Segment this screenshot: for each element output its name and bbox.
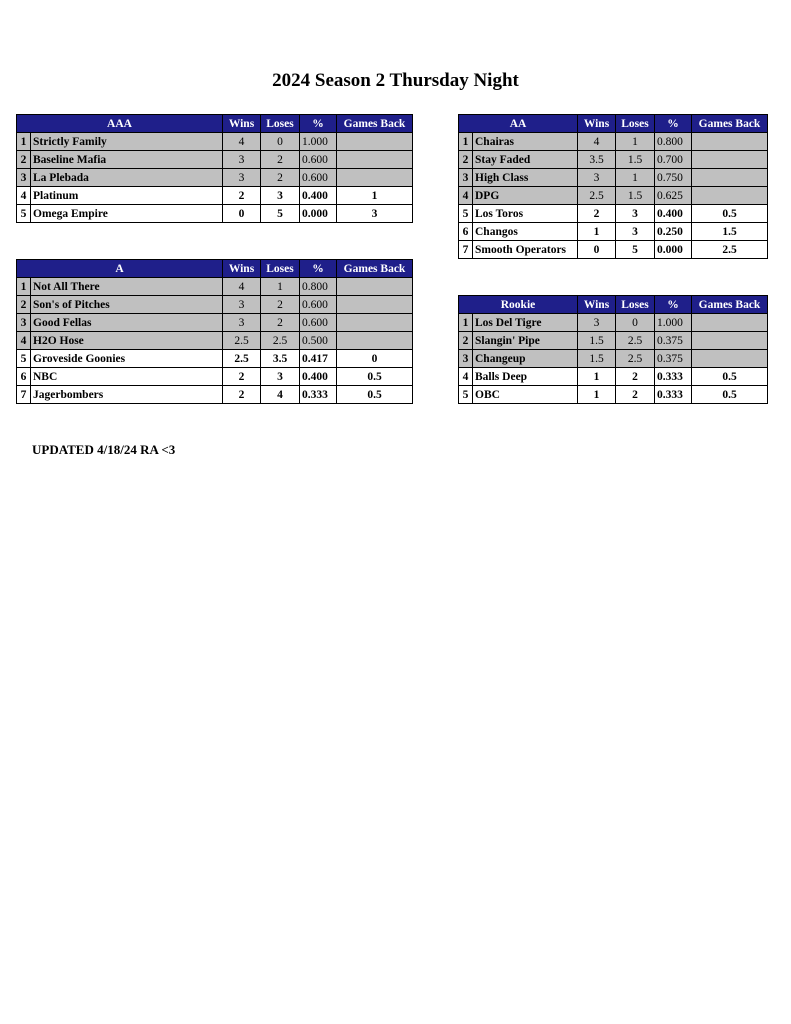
team-name-cell: Strictly Family: [31, 133, 223, 151]
games-back-cell: [692, 133, 768, 151]
rank-cell: 6: [459, 223, 473, 241]
rank-cell: 4: [459, 368, 473, 386]
rank-cell: 6: [17, 368, 31, 386]
wins-cell: 3: [223, 151, 261, 169]
loses-cell: 5: [261, 205, 300, 223]
wins-header: Wins: [223, 260, 261, 278]
pct-cell: 0.000: [655, 241, 692, 259]
wins-cell: 4: [223, 133, 261, 151]
pct-header: %: [655, 115, 692, 133]
standings-table-aa: [458, 114, 768, 259]
wins-cell: 0: [223, 205, 261, 223]
games-back-cell: [337, 133, 413, 151]
games-back-cell: [692, 187, 768, 205]
wins-cell: 0: [578, 241, 616, 259]
pct-cell: 0.333: [300, 386, 337, 404]
loses-header: Loses: [616, 115, 655, 133]
rank-cell: 3: [459, 169, 473, 187]
loses-cell: 1.5: [616, 187, 655, 205]
loses-cell: 2.5: [261, 332, 300, 350]
loses-cell: 1.5: [616, 151, 655, 169]
table-row: [459, 314, 768, 332]
team-name-cell: Son's of Pitches: [31, 296, 223, 314]
table-row: [17, 350, 413, 368]
loses-cell: 0: [616, 314, 655, 332]
loses-cell: 3: [261, 187, 300, 205]
wins-cell: 1: [578, 223, 616, 241]
rank-cell: 5: [459, 205, 473, 223]
games-back-cell: [692, 151, 768, 169]
team-name-cell: NBC: [31, 368, 223, 386]
pct-cell: 0.600: [300, 296, 337, 314]
team-name-cell: Changos: [473, 223, 578, 241]
rank-cell: 4: [17, 187, 31, 205]
pct-header: %: [300, 260, 337, 278]
loses-cell: 2.5: [616, 350, 655, 368]
table-row: [17, 205, 413, 223]
division-name: Rookie: [459, 296, 578, 314]
wins-cell: 3.5: [578, 151, 616, 169]
pct-cell: 0.625: [655, 187, 692, 205]
wins-cell: 2: [223, 187, 261, 205]
table-row: [459, 350, 768, 368]
rank-cell: 1: [17, 278, 31, 296]
table-row: [17, 332, 413, 350]
rank-cell: 1: [459, 314, 473, 332]
team-name-cell: DPG: [473, 187, 578, 205]
rank-cell: 5: [17, 205, 31, 223]
games-back-cell: 0.5: [337, 368, 413, 386]
wins-cell: 3: [223, 314, 261, 332]
division-name: A: [17, 260, 223, 278]
team-name-cell: Not All There: [31, 278, 223, 296]
rank-cell: 2: [17, 151, 31, 169]
wins-header: Wins: [223, 115, 261, 133]
table-row: [17, 187, 413, 205]
wins-cell: 4: [223, 278, 261, 296]
games-back-cell: [337, 332, 413, 350]
loses-cell: 3: [261, 368, 300, 386]
games-back-cell: [692, 332, 768, 350]
wins-cell: 3: [223, 169, 261, 187]
team-name-cell: Balls Deep: [473, 368, 578, 386]
games-back-cell: [337, 151, 413, 169]
rank-cell: 2: [459, 151, 473, 169]
table-row: [459, 223, 768, 241]
games-back-cell: [337, 314, 413, 332]
wins-cell: 2: [223, 386, 261, 404]
wins-cell: 2: [578, 205, 616, 223]
loses-header: Loses: [616, 296, 655, 314]
loses-cell: 2.5: [616, 332, 655, 350]
loses-cell: 1: [616, 133, 655, 151]
games-back-cell: [337, 278, 413, 296]
pct-cell: 0.250: [655, 223, 692, 241]
table-row: [17, 314, 413, 332]
pct-header: %: [655, 296, 692, 314]
rank-cell: 3: [17, 169, 31, 187]
loses-cell: 2: [261, 296, 300, 314]
table-row: [17, 133, 413, 151]
rank-cell: 7: [17, 386, 31, 404]
wins-cell: 3: [578, 314, 616, 332]
team-name-cell: H2O Hose: [31, 332, 223, 350]
team-name-cell: Los Del Tigre: [473, 314, 578, 332]
wins-cell: 1: [578, 368, 616, 386]
table-row: [17, 368, 413, 386]
rank-cell: 4: [459, 187, 473, 205]
table-header-row: [17, 260, 413, 278]
team-name-cell: Chairas: [473, 133, 578, 151]
wins-cell: 2: [223, 368, 261, 386]
pct-cell: 0.800: [655, 133, 692, 151]
games-back-cell: 3: [337, 205, 413, 223]
team-name-cell: Groveside Goonies: [31, 350, 223, 368]
wins-header: Wins: [578, 296, 616, 314]
loses-cell: 3: [616, 205, 655, 223]
table-row: [459, 205, 768, 223]
games-back-cell: [337, 169, 413, 187]
games-back-cell: [692, 169, 768, 187]
division-name: AAA: [17, 115, 223, 133]
pct-header: %: [300, 115, 337, 133]
team-name-cell: Omega Empire: [31, 205, 223, 223]
loses-header: Loses: [261, 115, 300, 133]
pct-cell: 0.600: [300, 169, 337, 187]
games-back-cell: 0.5: [692, 205, 768, 223]
team-name-cell: Baseline Mafia: [31, 151, 223, 169]
wins-cell: 1: [578, 386, 616, 404]
pct-cell: 0.375: [655, 350, 692, 368]
loses-cell: 1: [616, 169, 655, 187]
page-title: 2024 Season 2 Thursday Night: [272, 70, 519, 91]
pct-cell: 0.600: [300, 151, 337, 169]
team-name-cell: Stay Faded: [473, 151, 578, 169]
pct-cell: 0.600: [300, 314, 337, 332]
table-row: [17, 278, 413, 296]
pct-cell: 0.333: [655, 368, 692, 386]
pct-cell: 0.417: [300, 350, 337, 368]
team-name-cell: Good Fellas: [31, 314, 223, 332]
table-row: [459, 133, 768, 151]
loses-cell: 2: [261, 314, 300, 332]
pct-cell: 0.500: [300, 332, 337, 350]
table-row: [459, 169, 768, 187]
pct-cell: 0.000: [300, 205, 337, 223]
rank-cell: 1: [17, 133, 31, 151]
team-name-cell: La Plebada: [31, 169, 223, 187]
games-back-header: Games Back: [337, 260, 413, 278]
loses-cell: 3: [616, 223, 655, 241]
wins-cell: 2.5: [223, 332, 261, 350]
rank-cell: 1: [459, 133, 473, 151]
loses-cell: 4: [261, 386, 300, 404]
wins-cell: 3: [578, 169, 616, 187]
team-name-cell: Smooth Operators: [473, 241, 578, 259]
loses-cell: 5: [616, 241, 655, 259]
rank-cell: 3: [459, 350, 473, 368]
team-name-cell: Changeup: [473, 350, 578, 368]
division-name: AA: [459, 115, 578, 133]
pct-cell: 0.400: [300, 368, 337, 386]
loses-cell: 2: [261, 151, 300, 169]
games-back-cell: 1: [337, 187, 413, 205]
games-back-cell: 0.5: [692, 386, 768, 404]
loses-cell: 3.5: [261, 350, 300, 368]
wins-cell: 4: [578, 133, 616, 151]
pct-cell: 0.800: [300, 278, 337, 296]
standings-table-aaa: [16, 114, 413, 223]
pct-cell: 1.000: [300, 133, 337, 151]
table-header-row: [459, 296, 768, 314]
loses-header: Loses: [261, 260, 300, 278]
wins-header: Wins: [578, 115, 616, 133]
loses-cell: 2: [616, 386, 655, 404]
games-back-cell: 0.5: [692, 368, 768, 386]
loses-cell: 0: [261, 133, 300, 151]
table-header-row: [17, 115, 413, 133]
pct-cell: 0.400: [655, 205, 692, 223]
standings-table-rookie: [458, 295, 768, 404]
team-name-cell: Los Toros: [473, 205, 578, 223]
team-name-cell: OBC: [473, 386, 578, 404]
games-back-header: Games Back: [692, 296, 768, 314]
team-name-cell: Platinum: [31, 187, 223, 205]
table-row: [459, 151, 768, 169]
table-row: [459, 187, 768, 205]
rank-cell: 2: [459, 332, 473, 350]
team-name-cell: Slangin' Pipe: [473, 332, 578, 350]
games-back-cell: [692, 314, 768, 332]
loses-cell: 2: [261, 169, 300, 187]
rank-cell: 5: [459, 386, 473, 404]
loses-cell: 1: [261, 278, 300, 296]
rank-cell: 2: [17, 296, 31, 314]
updated-note: UPDATED 4/18/24 RA <3: [32, 442, 176, 457]
wins-cell: 2.5: [578, 187, 616, 205]
pct-cell: 0.700: [655, 151, 692, 169]
games-back-cell: 0.5: [337, 386, 413, 404]
loses-cell: 2: [616, 368, 655, 386]
pct-cell: 1.000: [655, 314, 692, 332]
table-row: [17, 169, 413, 187]
table-row: [17, 386, 413, 404]
pct-cell: 0.750: [655, 169, 692, 187]
wins-cell: 1.5: [578, 332, 616, 350]
table-row: [17, 151, 413, 169]
table-row: [459, 332, 768, 350]
wins-cell: 2.5: [223, 350, 261, 368]
wins-cell: 1.5: [578, 350, 616, 368]
wins-cell: 3: [223, 296, 261, 314]
games-back-cell: [337, 296, 413, 314]
pct-cell: 0.333: [655, 386, 692, 404]
pct-cell: 0.400: [300, 187, 337, 205]
games-back-header: Games Back: [692, 115, 768, 133]
table-row: [459, 386, 768, 404]
table-row: [459, 368, 768, 386]
games-back-cell: 1.5: [692, 223, 768, 241]
table-row: [17, 296, 413, 314]
games-back-cell: 0: [337, 350, 413, 368]
table-row: [459, 241, 768, 259]
rank-cell: 3: [17, 314, 31, 332]
standings-table-a: [16, 259, 413, 404]
team-name-cell: High Class: [473, 169, 578, 187]
games-back-cell: 2.5: [692, 241, 768, 259]
table-header-row: [459, 115, 768, 133]
rank-cell: 5: [17, 350, 31, 368]
games-back-header: Games Back: [337, 115, 413, 133]
rank-cell: 7: [459, 241, 473, 259]
team-name-cell: Jagerbombers: [31, 386, 223, 404]
pct-cell: 0.375: [655, 332, 692, 350]
rank-cell: 4: [17, 332, 31, 350]
games-back-cell: [692, 350, 768, 368]
